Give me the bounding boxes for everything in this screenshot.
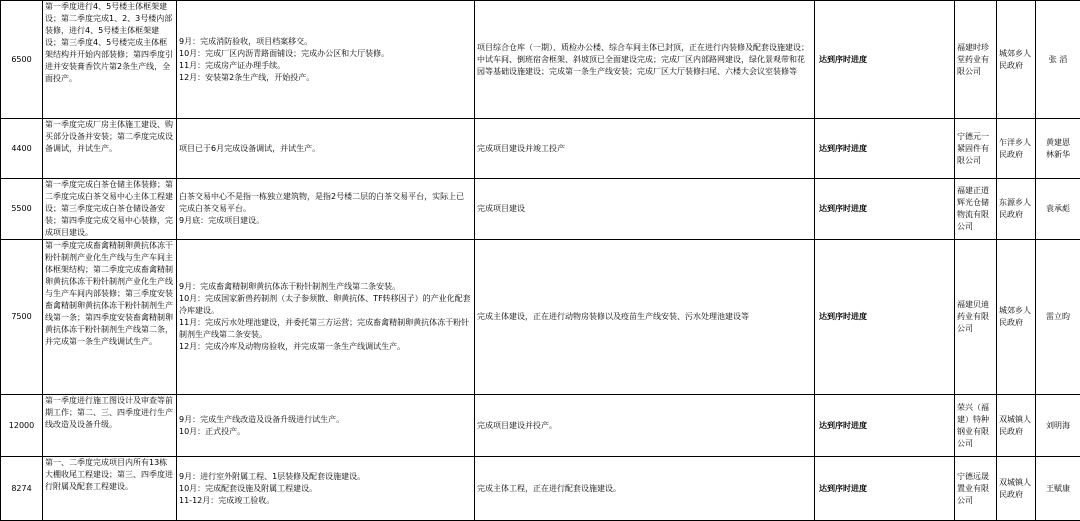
investment-cell: 6500	[1, 1, 43, 119]
progress-plan-cell: 9月：完成畜禽精制卵黄抗体冻干粉针制剂生产线第二条安装。 10月：完成国家新兽药制剂（太子参须散、卵黄抗体、TF转移因子）的产业化配套冷库建设。 11月：完成污水处理池建设，并委托第三方运营；完成畜禽精制卵黄抗体冻干粉针制剂生产线第二条安装。 12月：完成冷库及动物房验收，并完成第一条生产线调试生产。	[177, 240, 475, 395]
town-gov-cell: 东源乡人民政府	[997, 179, 1036, 240]
investment-cell: 4400	[1, 119, 43, 179]
company-cell: 福建贝迪药业有限公司	[955, 240, 997, 395]
table-row	[1, 395, 1080, 457]
company-cell: 荣兴（福建）特种钢业有限公司	[955, 395, 997, 457]
annual-plan-cell: 第一、二季度完成项目内所有13栋大棚收尾工程建设；第三、四季度进行附属及配套工程建设。	[43, 457, 177, 521]
table-row	[1, 179, 1080, 240]
progress-plan-cell: 9月：完成生产线改造及设备升级进行试生产。 10月：正式投产。	[177, 395, 475, 457]
current-status-cell: 完成主体建设，正在进行动物房装修以及疫苗生产线安装、污水处理池建设等	[475, 240, 815, 395]
leader-cell: 袁承彪	[1036, 179, 1080, 240]
leader-cell: 刘明海	[1036, 395, 1080, 457]
assessment-cell: 达到序时进度	[815, 1, 955, 119]
progress-plan-cell: 9月：完成消防验收，项目档案移交。 10月：完成厂区内沥青路面铺设；完成办公区和大厅装修。 11月：完成房产证办理手续。 12月：安装第2条生产线，开始投产。	[177, 1, 475, 119]
assessment-cell: 达到序时进度	[815, 119, 955, 179]
current-status-cell: 完成项目建设并竣工投产	[475, 119, 815, 179]
leader-cell: 雷立昀	[1036, 240, 1080, 395]
company-cell: 宁德远晟置业有限公司	[955, 457, 997, 521]
annual-plan-cell: 第一季度进行施工图设计及审查等前期工作；第二、三、四季度进行生产线改造及设备升级。	[43, 395, 177, 457]
assessment-cell: 达到序时进度	[815, 395, 955, 457]
town-gov-cell: 城郊乡人民政府	[997, 240, 1036, 395]
annual-plan-cell: 第一季度完成畜禽精制卵黄抗体冻干粉针制剂产业化生产线与生产车间主体框架结构；第二季度完成畜禽精制卵黄抗体冻干粉针制剂产业化生产线与生产车间内部装修；第三季度安装畜禽精制卵黄抗体冻干粉针制剂生产线第一条；第四季度安装畜禽精制卵黄抗体冻干粉针制剂生产线第二条，并完成第一条生产线调试生产。	[43, 240, 177, 395]
investment-cell: 5500	[1, 179, 43, 240]
current-status-cell: 完成主体工程，正在进行配套设施建设。	[475, 457, 815, 521]
assessment-cell: 达到序时进度	[815, 240, 955, 395]
leader-cell: 王赋康	[1036, 457, 1080, 521]
annual-plan-cell: 第一季度完成厂房主体施工建设、购买部分设备并安装；第二季度完成设备调试，并试生产。	[43, 119, 177, 179]
company-cell: 宁德元一紧固件有限公司	[955, 119, 997, 179]
table-row	[1, 119, 1080, 179]
company-cell: 福建正道辉光仓储物流有限公司	[955, 179, 997, 240]
table-row	[1, 1, 1080, 119]
table-row	[1, 240, 1080, 395]
progress-plan-cell: 白茶交易中心不是指一栋独立建筑物，是指2号楼二层的白茶交易平台，实际上已完成白茶交易平台。 9月底：完成项目建设。	[177, 179, 475, 240]
investment-cell: 12000	[1, 395, 43, 457]
company-cell: 福建时珍堂药业有限公司	[955, 1, 997, 119]
table-row	[1, 457, 1080, 521]
progress-plan-cell: 项目已于6月完成设备调试，并试生产。	[177, 119, 475, 179]
current-status-cell: 完成项目建设	[475, 179, 815, 240]
leader-cell: 张 滔	[1036, 1, 1080, 119]
current-status-cell: 项目综合仓库（一期）、质检办公楼、综合车间主体已封顶，正在进行内装修及配套设施建设；中试车间、倒班宿舍框架、斜坡顶已全面建设完成；完成厂区内部路网建设，绿化景观带和花园等基础设施建设；完成第一条生产线安装；完成厂区大厅装修扫尾、六楼大会议室装修等	[475, 1, 815, 119]
leader-cell: 黄建恩 林新华	[1036, 119, 1080, 179]
current-status-cell: 完成项目建设并投产。	[475, 395, 815, 457]
progress-plan-cell: 9月：进行室外附属工程、1层装修及配套设施建设。 10月：完成配套设施及附属工程建设。 11-12月：完成竣工验收。	[177, 457, 475, 521]
annual-plan-cell: 第一季度完成白茶仓储主体装修；第二季度完成白茶交易中心主体工程建设；第三季度完成白茶仓储设备安装；第四季度完成交易中心装修，完成项目建设。	[43, 179, 177, 240]
investment-cell: 8274	[1, 457, 43, 521]
town-gov-cell: 双城镇人民政府	[997, 395, 1036, 457]
town-gov-cell: 城郊乡人民政府	[997, 1, 1036, 119]
annual-plan-cell: 第一季度进行4、5号楼主体框架建设；第二季度完成1、2、3号楼内部装修，进行4、5号楼主体框架建设；第三季度4、5号楼完成主体框架结构并开始内部装修；第四季度引进并安装膏香饮片第2条生产线，全面投产。	[43, 1, 177, 119]
investment-cell: 7500	[1, 240, 43, 395]
town-gov-cell: 双城镇人民政府	[997, 457, 1036, 521]
assessment-cell: 达到序时进度	[815, 179, 955, 240]
town-gov-cell: 乍洋乡人民政府	[997, 119, 1036, 179]
assessment-cell: 达到序时进度	[815, 457, 955, 521]
